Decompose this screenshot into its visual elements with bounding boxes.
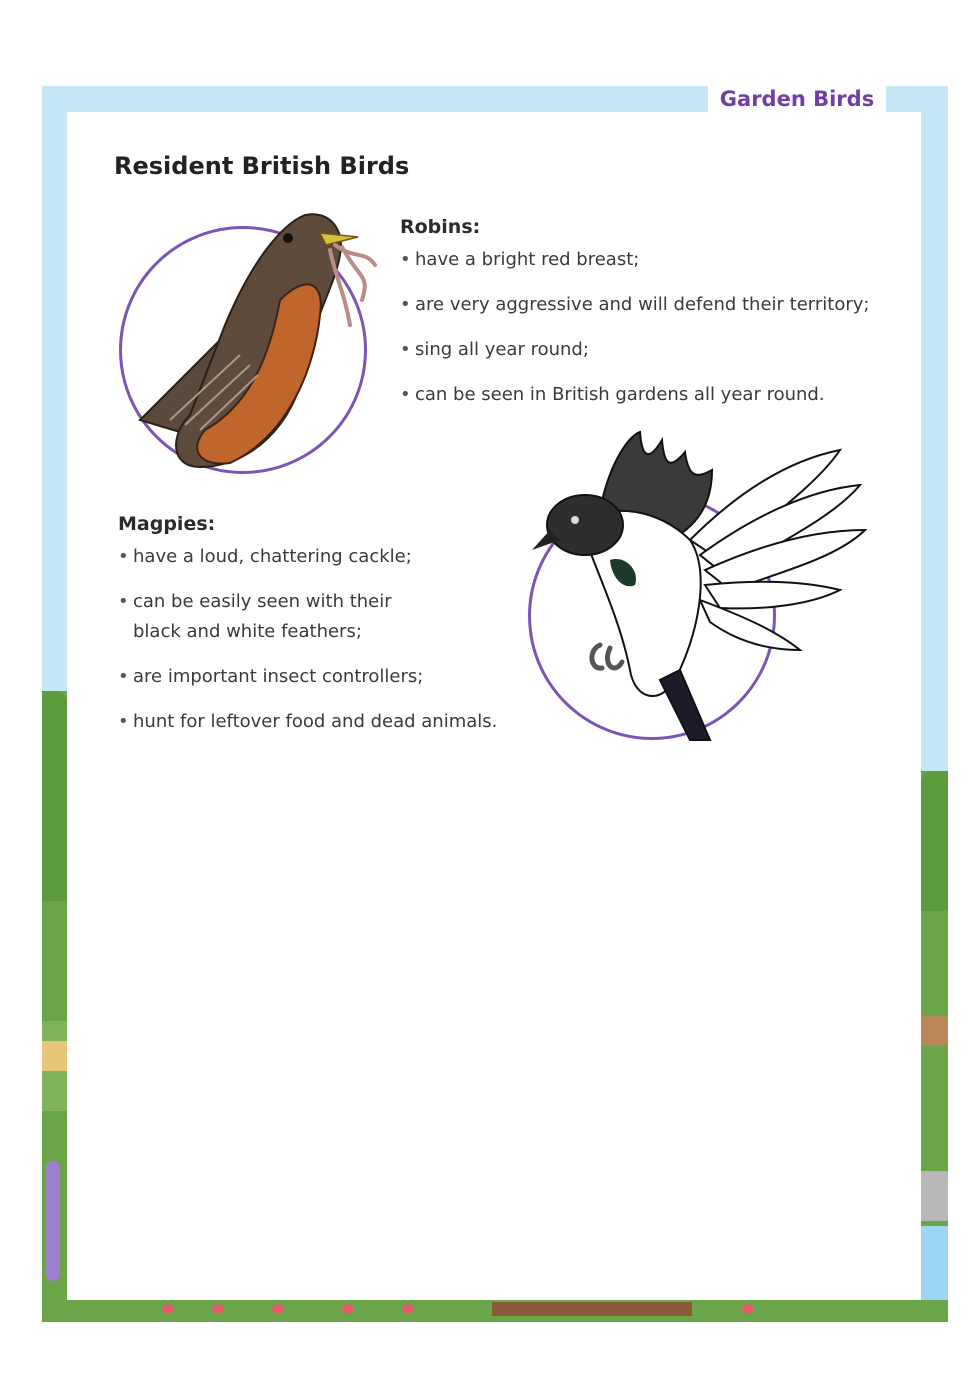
header-tab-label: Garden Birds (719, 87, 875, 111)
magpies-fact-list (118, 542, 498, 752)
robin-fact: • can be seen in British gardens all year round. (400, 380, 869, 410)
right-garden-scenery (920, 771, 948, 1322)
magpie-fact: • hunt for leftover food and dead animals. (118, 707, 418, 737)
page-title: Resident British Birds (114, 152, 410, 180)
left-garden-scenery (42, 691, 68, 1322)
robin-fact: • are very aggressive and will defend their territory; (400, 290, 869, 320)
robins-fact-list (400, 245, 869, 425)
robin-fact: • sing all year round; (400, 335, 869, 365)
ground-strip (42, 1300, 948, 1322)
magpies-heading: Magpies: (118, 513, 216, 535)
robin-illustration (130, 205, 380, 475)
robins-heading: Robins: (400, 216, 481, 238)
magpie-fact: • can be easily seen with their black and white feathers; (118, 587, 418, 647)
magpie-fact: • have a loud, chattering cackle; (118, 542, 418, 572)
robin-fact: • have a bright red breast; (400, 245, 869, 275)
header-tab (708, 86, 886, 114)
magpie-fact: • are important insect controllers; (118, 662, 418, 692)
magpie-illustration (540, 430, 875, 740)
